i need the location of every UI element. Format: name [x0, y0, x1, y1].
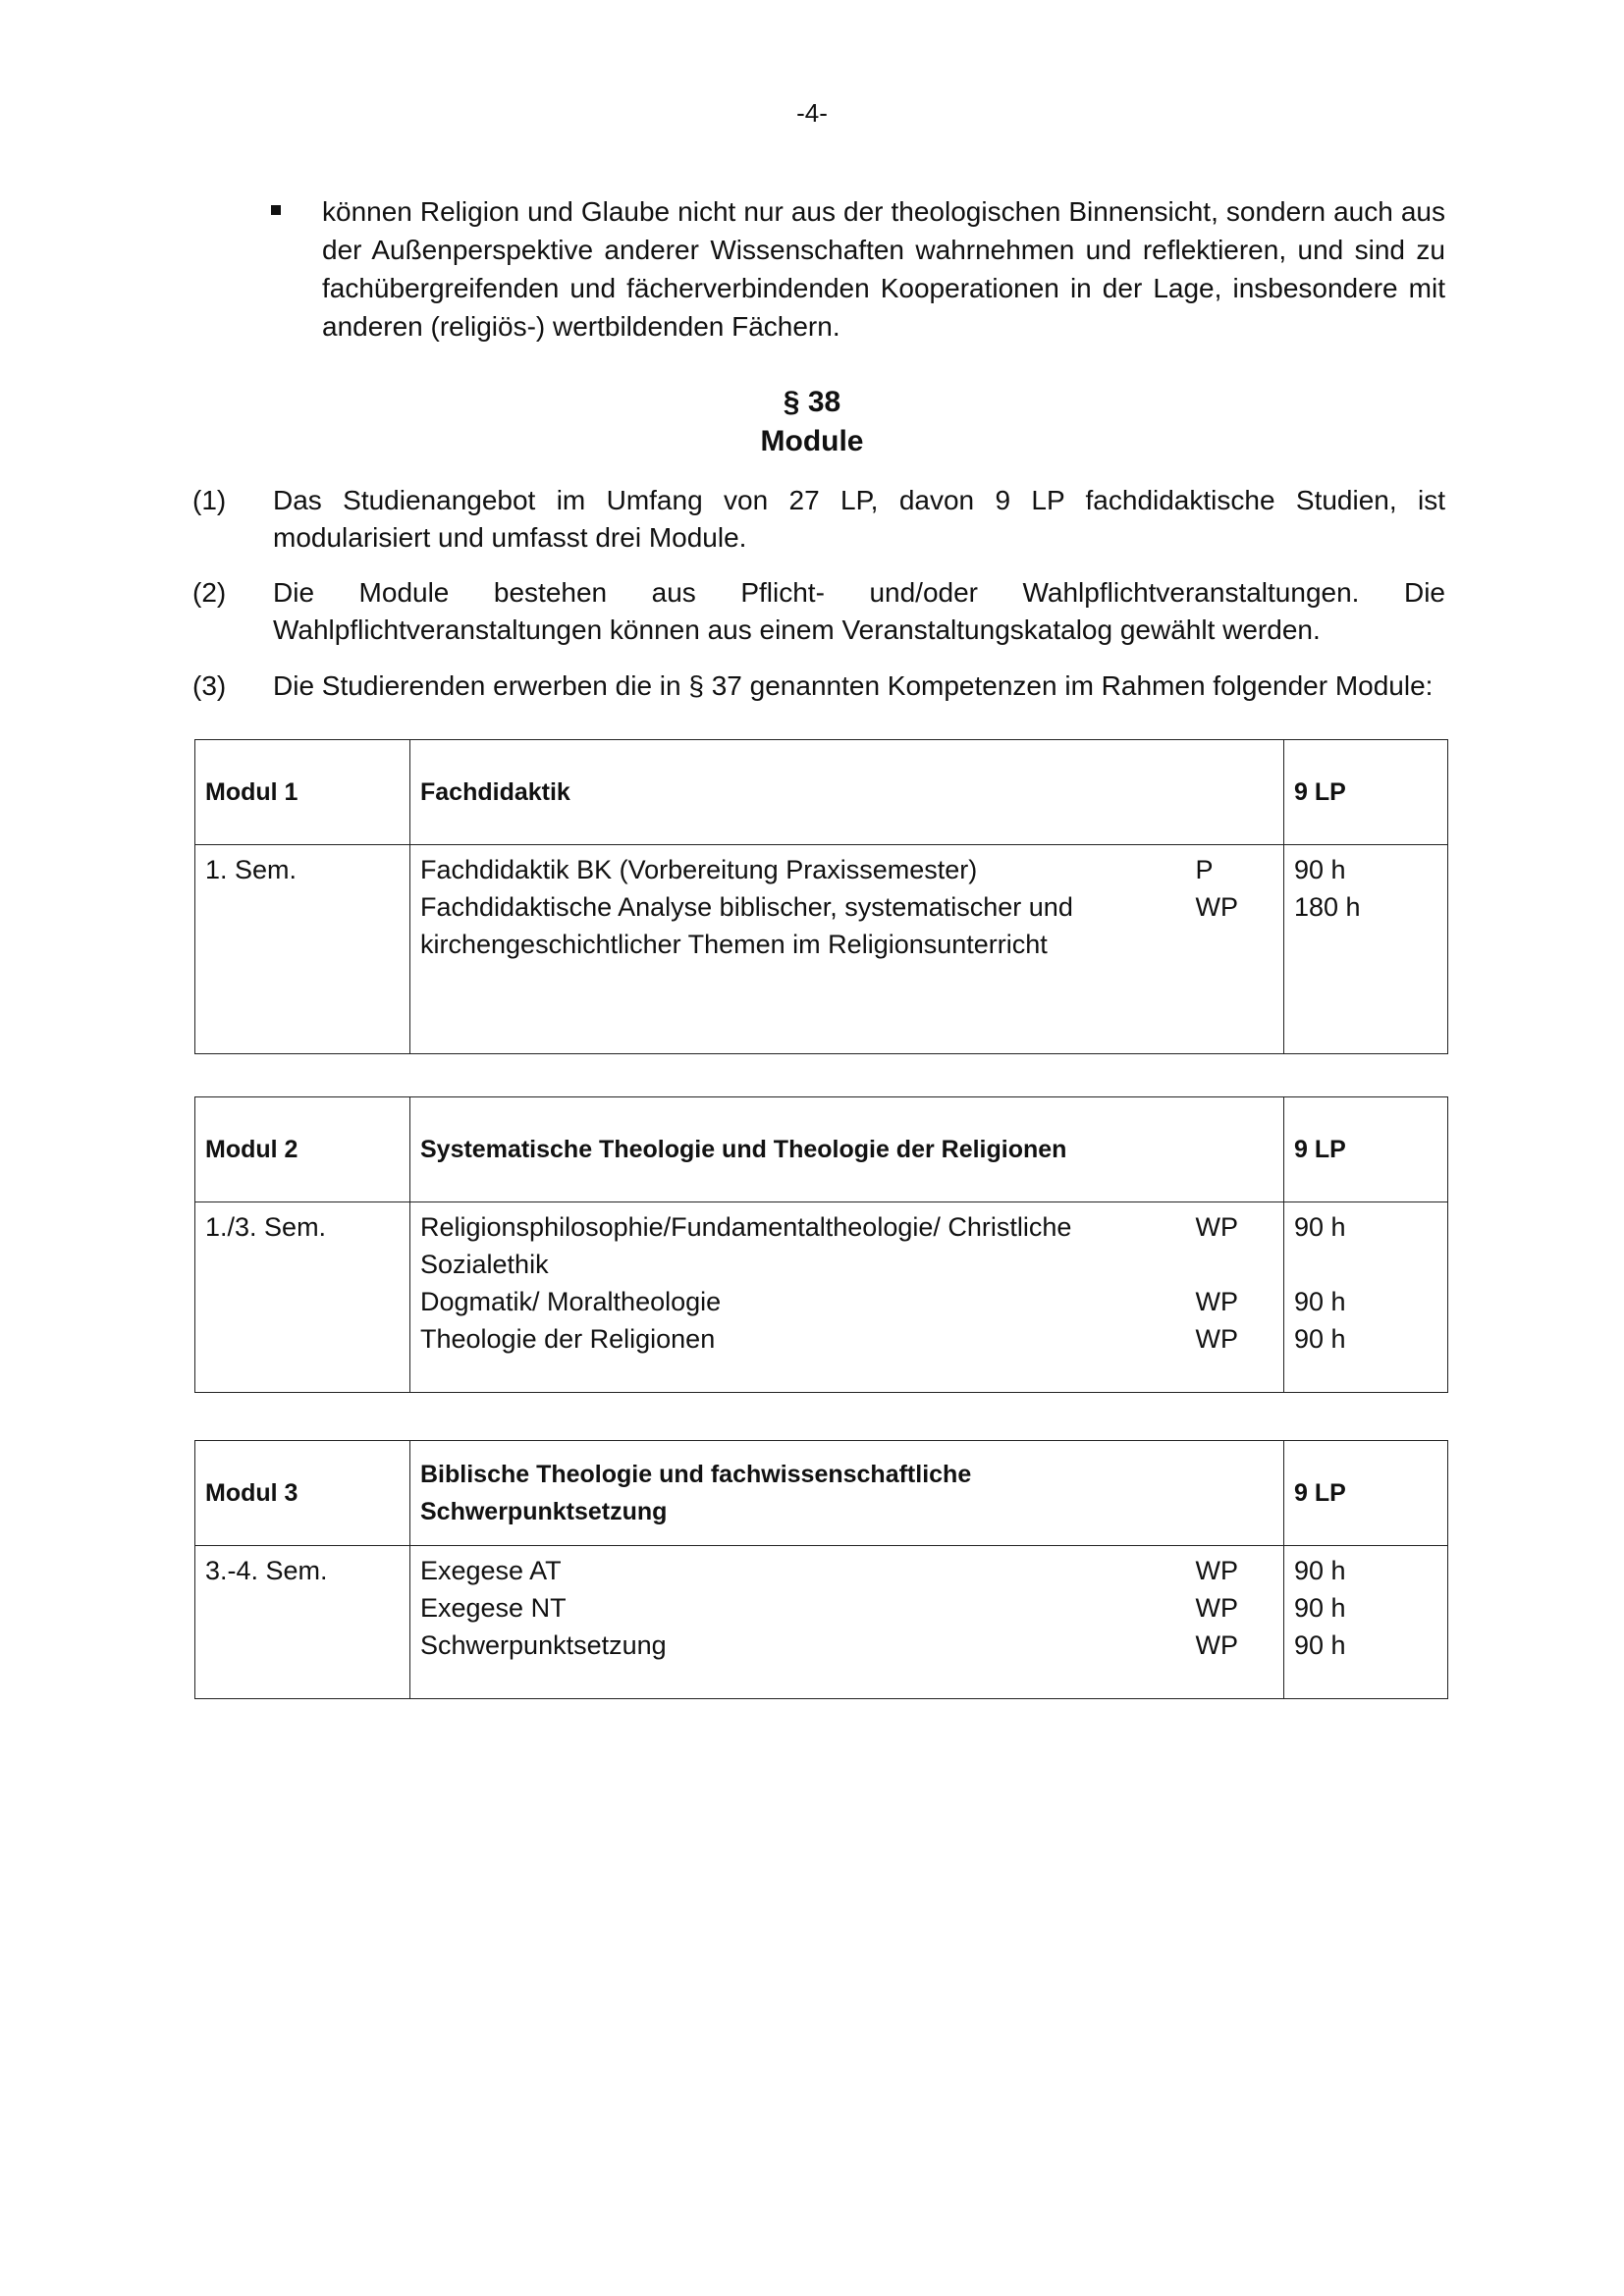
course-item: Schwerpunktsetzung [420, 1630, 667, 1660]
module-header-row [195, 740, 1448, 845]
module-courses [410, 1546, 1186, 1699]
section-number: § 38 [783, 386, 841, 418]
course-type: WP [1195, 1212, 1238, 1242]
module-table-1 [194, 739, 1448, 1054]
paragraph-3 [192, 667, 1445, 705]
module-course-types [1186, 1202, 1284, 1393]
course-item: Fachdidaktik BK (Vorbereitung Praxissemester) [420, 855, 978, 884]
module-label: Modul 2 [195, 1097, 410, 1202]
course-item: Fachdidaktische Analyse biblischer, systematischer und kirchengeschichtlicher Themen im Religionsunterricht [420, 892, 1073, 959]
module-header-spacer [1186, 1441, 1284, 1546]
module-header-spacer [1186, 740, 1284, 845]
module-lp: 9 LP [1284, 1441, 1448, 1546]
module-body-row [195, 1202, 1448, 1393]
module-lp: 9 LP [1284, 1097, 1448, 1202]
module-body-row [195, 845, 1448, 1054]
module-semester: 1./3. Sem. [195, 1202, 410, 1393]
paragraph-1 [192, 482, 1445, 557]
course-type: WP [1195, 892, 1238, 922]
module-title: Systematische Theologie und Theologie der Religionen [410, 1097, 1186, 1202]
course-item: Dogmatik/ Moraltheologie [420, 1287, 722, 1316]
bullet-item [271, 192, 1445, 346]
paragraph-text: Die Module bestehen aus Pflicht- und/oder Wahlpflichtveranstaltungen. Die Wahlpflichtveranstaltungen können aus einem Veranstaltungskatalog gewählt werden. [273, 577, 1445, 645]
module-title: Biblische Theologie und fachwissenschaftliche Schwerpunktsetzung [410, 1441, 1186, 1546]
module-table-3 [194, 1440, 1448, 1699]
course-type: WP [1195, 1593, 1238, 1623]
course-type: WP [1195, 1556, 1238, 1585]
course-item: Theologie der Religionen [420, 1324, 716, 1354]
course-hours: 90 h [1294, 1287, 1346, 1316]
course-hours: 90 h [1294, 1212, 1346, 1242]
paragraph-text: Das Studienangebot im Umfang von 27 LP, davon 9 LP fachdidaktische Studien, ist modularisiert und umfasst drei Module. [273, 485, 1445, 553]
course-item: Religionsphilosophie/Fundamentaltheologie/ Christliche Sozialethik [420, 1212, 1072, 1279]
square-bullet-icon [271, 205, 281, 215]
module-title: Fachdidaktik [410, 740, 1186, 845]
course-type: P [1195, 855, 1214, 884]
module-course-types [1186, 1546, 1284, 1699]
course-hours: 90 h [1294, 1556, 1346, 1585]
paragraph-text: Die Studierenden erwerben die in § 37 genannten Kompetenzen im Rahmen folgender Module: [273, 670, 1434, 701]
section-heading [0, 383, 1624, 461]
module-header-row [195, 1097, 1448, 1202]
course-item: Exegese NT [420, 1593, 567, 1623]
course-hours: 90 h [1294, 1630, 1346, 1660]
course-hours: 90 h [1294, 855, 1346, 884]
module-table-2 [194, 1096, 1448, 1393]
module-semester: 1. Sem. [195, 845, 410, 1054]
paragraph-number: (1) [192, 485, 227, 515]
module-semester: 3.-4. Sem. [195, 1546, 410, 1699]
course-hours: 180 h [1294, 892, 1361, 922]
module-course-hours [1284, 845, 1448, 1054]
module-header-row [195, 1441, 1448, 1546]
bullet-text: können Religion und Glaube nicht nur aus der theologischen Binnensicht, sondern auch aus der Außenperspektive anderer Wissenschaften wahrnehmen und reflektieren, und sind zu fachübergreifenden und fächerverbindenden Kooperationen in der Lage, insbesondere mit anderen (religiös-) wertbildenden Fächern. [322, 196, 1445, 342]
course-item: Exegese AT [420, 1556, 562, 1585]
page-number: -4- [796, 98, 828, 128]
paragraph-2 [192, 574, 1445, 649]
course-hours: 90 h [1294, 1324, 1346, 1354]
course-hours: 90 h [1294, 1593, 1346, 1623]
module-label: Modul 1 [195, 740, 410, 845]
paragraph-number: (3) [192, 670, 227, 701]
module-course-types [1186, 845, 1284, 1054]
course-type: WP [1195, 1324, 1238, 1354]
module-course-hours [1284, 1202, 1448, 1393]
module-body-row [195, 1546, 1448, 1699]
module-label: Modul 3 [195, 1441, 410, 1546]
module-lp: 9 LP [1284, 740, 1448, 845]
section-title: Module [760, 425, 864, 457]
paragraph-number: (2) [192, 577, 227, 608]
module-courses [410, 845, 1186, 1054]
course-type: WP [1195, 1287, 1238, 1316]
module-course-hours [1284, 1546, 1448, 1699]
module-courses [410, 1202, 1186, 1393]
course-type: WP [1195, 1630, 1238, 1660]
module-header-spacer [1186, 1097, 1284, 1202]
